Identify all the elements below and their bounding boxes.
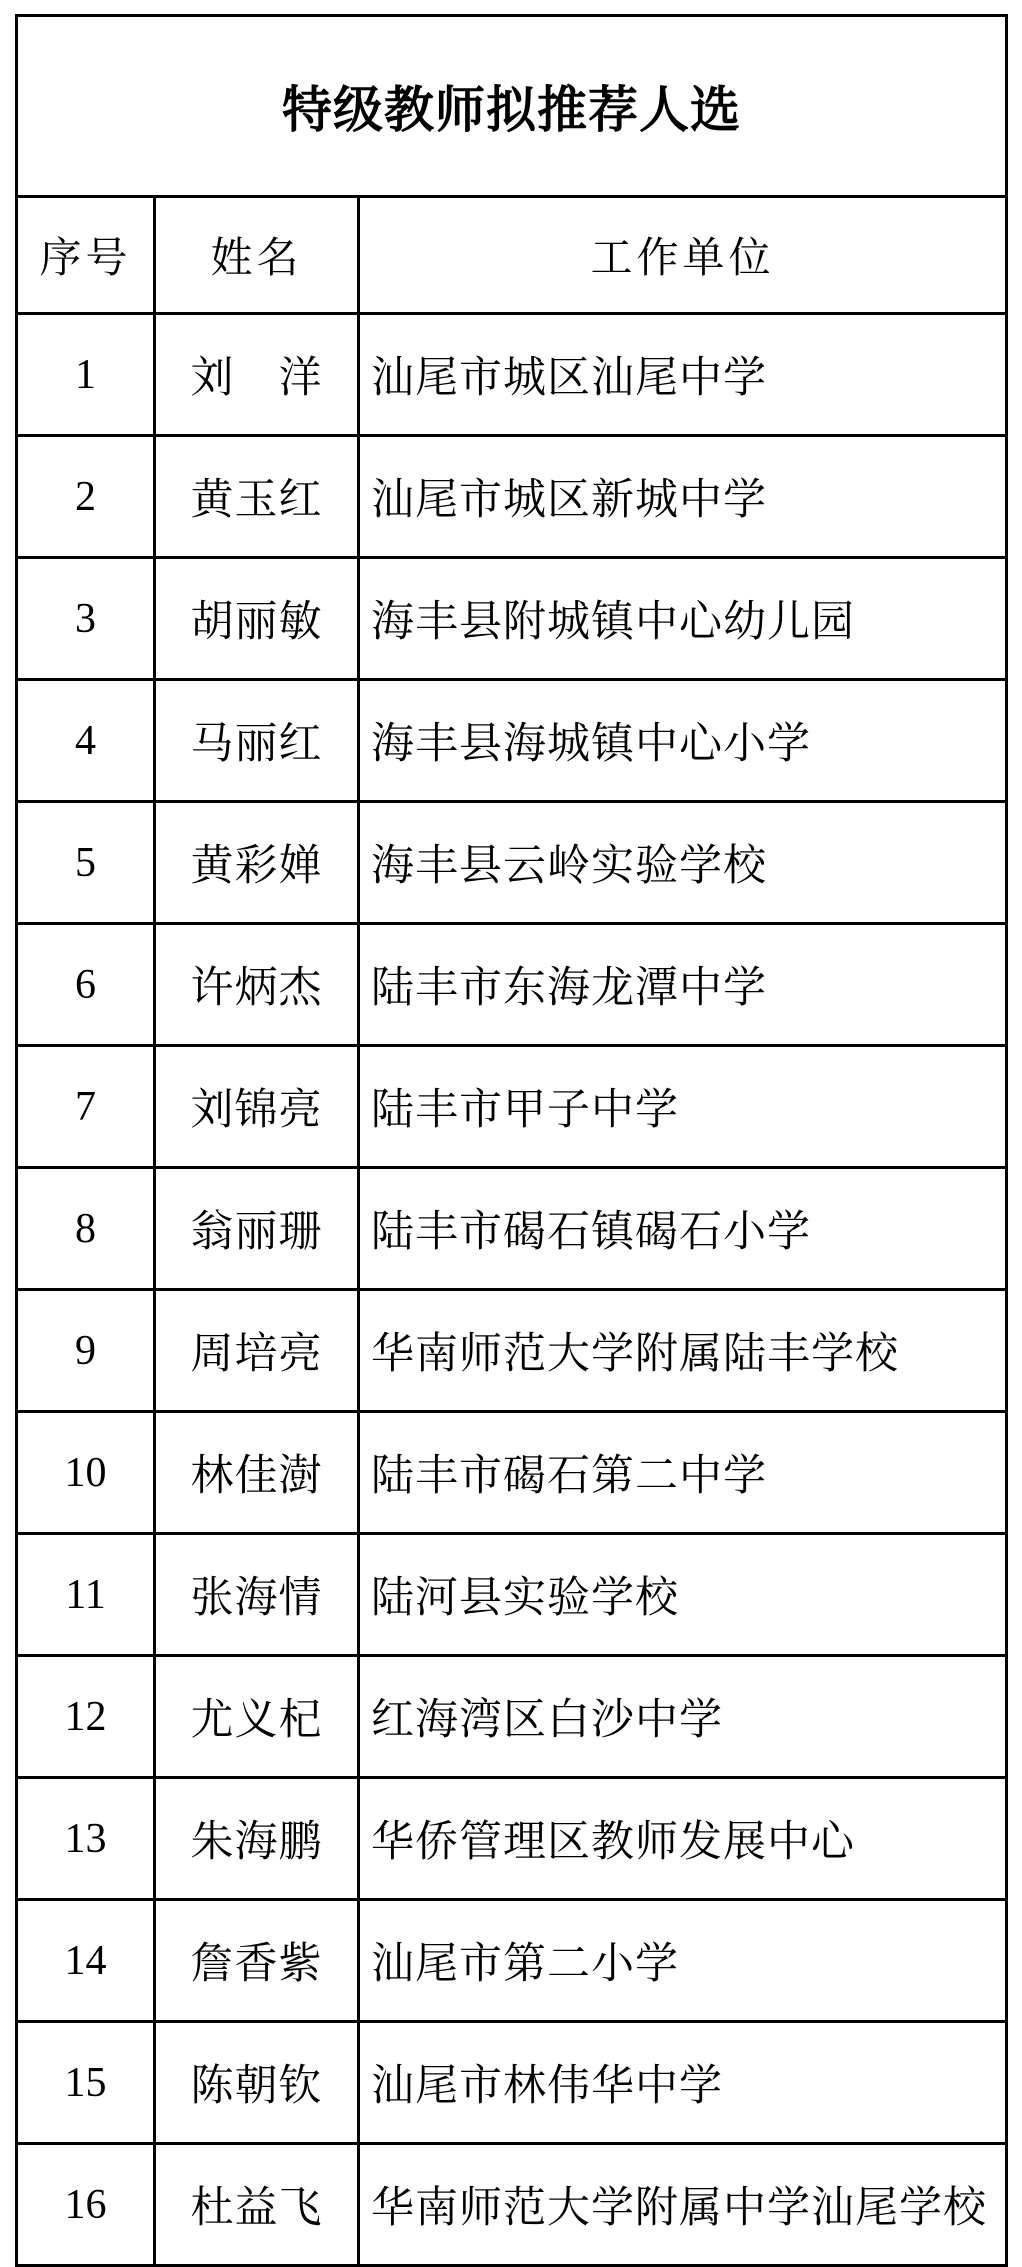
work-unit-cell: 汕尾市林伟华中学 bbox=[359, 2022, 1007, 2144]
work-unit-cell: 海丰县附城镇中心幼儿园 bbox=[359, 558, 1007, 680]
table-row bbox=[17, 2022, 1007, 2144]
teacher-name-cell: 黄彩婵 bbox=[155, 802, 359, 924]
teacher-name-cell: 许炳杰 bbox=[155, 924, 359, 1046]
serial-number-cell: 13 bbox=[17, 1778, 155, 1900]
serial-number-cell: 3 bbox=[17, 558, 155, 680]
table-row bbox=[17, 314, 1007, 436]
work-unit-cell: 陆丰市碣石镇碣石小学 bbox=[359, 1168, 1007, 1290]
serial-number-cell: 12 bbox=[17, 1656, 155, 1778]
table-row bbox=[17, 680, 1007, 802]
table-title: 特级教师拟推荐人选 bbox=[17, 16, 1007, 197]
serial-number-cell: 8 bbox=[17, 1168, 155, 1290]
work-unit-cell: 华侨管理区教师发展中心 bbox=[359, 1778, 1007, 1900]
serial-number-cell: 5 bbox=[17, 802, 155, 924]
serial-number-cell: 10 bbox=[17, 1412, 155, 1534]
teacher-name-cell: 刘锦亮 bbox=[155, 1046, 359, 1168]
work-unit-cell: 汕尾市城区汕尾中学 bbox=[359, 314, 1007, 436]
table-row bbox=[17, 1046, 1007, 1168]
table-row bbox=[17, 558, 1007, 680]
table-row bbox=[17, 2144, 1007, 2266]
column-header-work-unit: 工作单位 bbox=[359, 197, 1007, 314]
teacher-name-cell: 胡丽敏 bbox=[155, 558, 359, 680]
work-unit-cell: 华南师范大学附属中学汕尾学校 bbox=[359, 2144, 1007, 2266]
table-row bbox=[17, 1656, 1007, 1778]
work-unit-cell: 汕尾市第二小学 bbox=[359, 1900, 1007, 2022]
table-row bbox=[17, 924, 1007, 1046]
recommended-teachers-table bbox=[15, 14, 1008, 2267]
serial-number-cell: 1 bbox=[17, 314, 155, 436]
work-unit-cell: 华南师范大学附属陆丰学校 bbox=[359, 1290, 1007, 1412]
serial-number-cell: 9 bbox=[17, 1290, 155, 1412]
teacher-name-cell: 马丽红 bbox=[155, 680, 359, 802]
work-unit-cell: 海丰县海城镇中心小学 bbox=[359, 680, 1007, 802]
header-row bbox=[17, 197, 1007, 314]
serial-number-cell: 4 bbox=[17, 680, 155, 802]
work-unit-cell: 陆丰市甲子中学 bbox=[359, 1046, 1007, 1168]
table-row bbox=[17, 436, 1007, 558]
table-row bbox=[17, 1778, 1007, 1900]
work-unit-cell: 红海湾区白沙中学 bbox=[359, 1656, 1007, 1778]
teacher-name-cell: 刘 洋 bbox=[155, 314, 359, 436]
serial-number-cell: 14 bbox=[17, 1900, 155, 2022]
teacher-name-cell: 詹香紫 bbox=[155, 1900, 359, 2022]
work-unit-cell: 陆河县实验学校 bbox=[359, 1534, 1007, 1656]
title-row bbox=[17, 16, 1007, 197]
table-row bbox=[17, 1900, 1007, 2022]
teacher-name-cell: 林佳澍 bbox=[155, 1412, 359, 1534]
table-row bbox=[17, 1534, 1007, 1656]
teacher-name-cell: 黄玉红 bbox=[155, 436, 359, 558]
serial-number-cell: 7 bbox=[17, 1046, 155, 1168]
table-row bbox=[17, 1412, 1007, 1534]
serial-number-cell: 2 bbox=[17, 436, 155, 558]
serial-number-cell: 16 bbox=[17, 2144, 155, 2266]
teacher-name-cell: 杜益飞 bbox=[155, 2144, 359, 2266]
table-row bbox=[17, 802, 1007, 924]
work-unit-cell: 海丰县云岭实验学校 bbox=[359, 802, 1007, 924]
teacher-name-cell: 陈朝钦 bbox=[155, 2022, 359, 2144]
work-unit-cell: 汕尾市城区新城中学 bbox=[359, 436, 1007, 558]
work-unit-cell: 陆丰市碣石第二中学 bbox=[359, 1412, 1007, 1534]
teacher-name-cell: 周培亮 bbox=[155, 1290, 359, 1412]
serial-number-cell: 6 bbox=[17, 924, 155, 1046]
teacher-name-cell: 尤义杞 bbox=[155, 1656, 359, 1778]
table-body bbox=[17, 314, 1007, 2266]
teacher-name-cell: 朱海鹏 bbox=[155, 1778, 359, 1900]
column-header-name: 姓名 bbox=[155, 197, 359, 314]
table-row bbox=[17, 1168, 1007, 1290]
teacher-name-cell: 翁丽珊 bbox=[155, 1168, 359, 1290]
column-header-serial-number: 序号 bbox=[17, 197, 155, 314]
serial-number-cell: 15 bbox=[17, 2022, 155, 2144]
table-row bbox=[17, 1290, 1007, 1412]
work-unit-cell: 陆丰市东海龙潭中学 bbox=[359, 924, 1007, 1046]
serial-number-cell: 11 bbox=[17, 1534, 155, 1656]
teacher-name-cell: 张海情 bbox=[155, 1534, 359, 1656]
